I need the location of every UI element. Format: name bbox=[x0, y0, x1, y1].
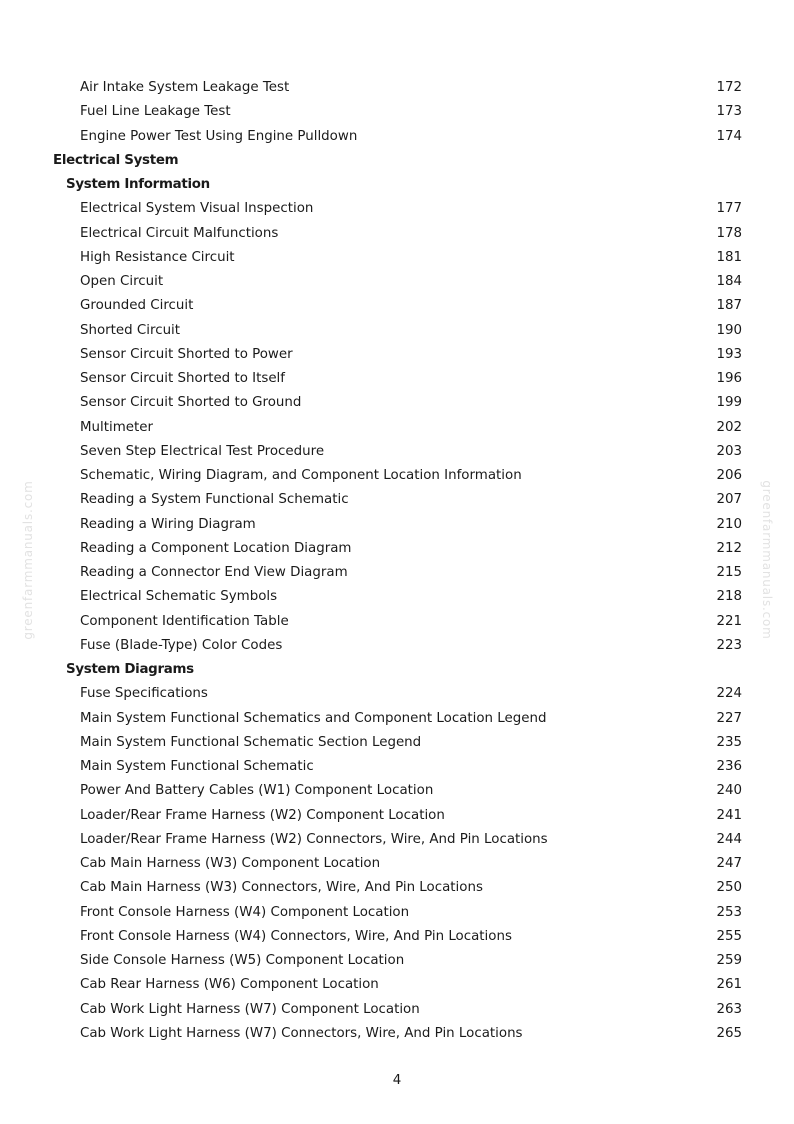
toc-entry-page: 250 bbox=[716, 880, 742, 896]
toc-entry-title: Cab Rear Harness (W6) Component Location bbox=[80, 977, 379, 993]
toc-section-heading bbox=[0, 173, 794, 197]
toc-entry-title: Cab Main Harness (W3) Connectors, Wire, And Pin Locations bbox=[80, 880, 483, 896]
toc-entry-title: Reading a Wiring Diagram bbox=[80, 516, 256, 532]
toc-entry-page: 265 bbox=[716, 1025, 742, 1041]
toc-entry-title: Cab Work Light Harness (W7) Connectors, Wire, And Pin Locations bbox=[80, 1025, 523, 1041]
toc-entry-page: 210 bbox=[716, 516, 742, 532]
toc-entry-title: Fuse (Blade-Type) Color Codes bbox=[80, 637, 283, 653]
toc-entry[interactable] bbox=[0, 537, 794, 561]
toc-entry-title: Electrical Circuit Malfunctions bbox=[80, 225, 279, 241]
toc-entry-title: Grounded Circuit bbox=[80, 298, 194, 314]
toc-entry-page: 247 bbox=[716, 856, 742, 871]
toc-entry[interactable] bbox=[0, 634, 794, 658]
toc-entry-title: System Information bbox=[66, 177, 210, 192]
toc-entry-title: Reading a Component Location Diagram bbox=[80, 540, 352, 556]
toc-entry-page: 196 bbox=[716, 371, 742, 386]
watermark-left: greenfarmmanuals.com bbox=[21, 480, 35, 640]
toc-entry[interactable] bbox=[0, 707, 794, 731]
toc-entry[interactable] bbox=[0, 246, 794, 270]
toc-entry[interactable] bbox=[0, 998, 794, 1022]
toc-entry[interactable] bbox=[0, 876, 794, 900]
toc-entry-page: 212 bbox=[716, 540, 742, 556]
toc-entry[interactable] bbox=[0, 270, 794, 294]
toc-entry[interactable] bbox=[0, 100, 794, 124]
toc-entry-page: 223 bbox=[716, 637, 742, 653]
toc-entry-page: 255 bbox=[716, 928, 742, 944]
toc-entry-title: Fuse Specifications bbox=[80, 686, 208, 702]
toc-entry-page: 221 bbox=[716, 613, 742, 629]
toc-entry-title: Reading a Connector End View Diagram bbox=[80, 565, 348, 580]
toc-entry[interactable] bbox=[0, 682, 794, 706]
toc-entry[interactable] bbox=[0, 513, 794, 537]
toc-entry-title: Schematic, Wiring Diagram, and Component Location Information bbox=[80, 468, 522, 483]
toc-entry[interactable] bbox=[0, 779, 794, 803]
toc-entry-title: Side Console Harness (W5) Component Location bbox=[80, 953, 405, 968]
toc-entry[interactable] bbox=[0, 585, 794, 609]
toc-entry[interactable] bbox=[0, 367, 794, 391]
toc-entry-title: Fuel Line Leakage Test bbox=[80, 104, 231, 120]
toc-entry-title: Reading a System Functional Schematic bbox=[80, 492, 349, 508]
toc-entry[interactable] bbox=[0, 416, 794, 440]
toc-entry-title: Main System Functional Schematics and Component Location Legend bbox=[80, 710, 547, 726]
toc-entry-title: Electrical System bbox=[53, 152, 179, 168]
toc-entry[interactable] bbox=[0, 973, 794, 997]
toc-entry-page: 261 bbox=[716, 977, 742, 993]
toc-entry-page: 202 bbox=[716, 419, 742, 435]
toc-entry-title: Loader/Rear Frame Harness (W2) Connectors, Wire, And Pin Locations bbox=[80, 831, 548, 847]
toc-entry[interactable] bbox=[0, 488, 794, 512]
toc-entry[interactable] bbox=[0, 949, 794, 973]
toc-entry-page: 193 bbox=[716, 346, 742, 362]
toc-entry-page: 203 bbox=[716, 443, 742, 459]
toc-entry-title: Multimeter bbox=[80, 419, 154, 435]
toc-entry-title: Electrical System Visual Inspection bbox=[80, 201, 314, 217]
toc-entry-page: 241 bbox=[716, 807, 742, 823]
toc-entry-page: 224 bbox=[716, 686, 742, 702]
toc-entry-title: Engine Power Test Using Engine Pulldown bbox=[80, 128, 358, 144]
toc-entry-page: 178 bbox=[716, 225, 742, 241]
toc-entry[interactable] bbox=[0, 440, 794, 464]
toc-entry-page: 181 bbox=[716, 249, 742, 265]
toc-entry-page: 173 bbox=[716, 104, 742, 120]
toc-section-heading bbox=[0, 658, 794, 682]
toc-entry-title: Electrical Schematic Symbols bbox=[80, 589, 278, 605]
toc-entry[interactable] bbox=[0, 561, 794, 585]
toc-entry-title: Loader/Rear Frame Harness (W2) Component Location bbox=[80, 807, 445, 823]
page-number: 4 bbox=[392, 1073, 402, 1088]
toc-entry-title: Cab Main Harness (W3) Component Location bbox=[80, 856, 381, 871]
toc-entry[interactable] bbox=[0, 197, 794, 221]
toc-entry-title: Front Console Harness (W4) Connectors, Wire, And Pin Locations bbox=[80, 928, 512, 944]
toc-entry-page: 172 bbox=[716, 80, 742, 95]
toc-entry-page: 206 bbox=[716, 468, 742, 483]
toc-entry[interactable] bbox=[0, 755, 794, 779]
toc-entry[interactable] bbox=[0, 464, 794, 488]
toc-entry[interactable] bbox=[0, 319, 794, 343]
toc-entry[interactable] bbox=[0, 804, 794, 828]
toc-entry-page: 199 bbox=[716, 395, 742, 411]
toc-entry-page: 259 bbox=[716, 953, 742, 968]
toc-entry-page: 207 bbox=[716, 492, 742, 508]
toc-entry[interactable] bbox=[0, 852, 794, 876]
toc-entry[interactable] bbox=[0, 828, 794, 852]
toc-entry-page: 263 bbox=[716, 1001, 742, 1017]
toc-entry-page: 190 bbox=[716, 322, 742, 338]
toc-entry[interactable] bbox=[0, 610, 794, 634]
toc-entry[interactable] bbox=[0, 343, 794, 367]
toc-entry[interactable] bbox=[0, 1022, 794, 1046]
toc-entry[interactable] bbox=[0, 222, 794, 246]
toc-entry-title: Front Console Harness (W4) Component Location bbox=[80, 904, 410, 920]
toc-entry-title: Power And Battery Cables (W1) Component Location bbox=[80, 783, 434, 799]
toc-entry-page: 177 bbox=[716, 201, 742, 217]
watermark-right: greenfarmmanuals.com bbox=[760, 480, 774, 640]
toc-entry-title: Cab Work Light Harness (W7) Component Location bbox=[80, 1001, 420, 1017]
toc-entry-title: Open Circuit bbox=[80, 274, 164, 289]
toc-entry-title: System Diagrams bbox=[66, 662, 194, 677]
toc-section-heading bbox=[0, 149, 794, 173]
toc-entry[interactable] bbox=[0, 294, 794, 318]
toc-entry-title: Sensor Circuit Shorted to Ground bbox=[80, 395, 302, 411]
toc-entry[interactable] bbox=[0, 125, 794, 149]
toc-entry-page: 215 bbox=[716, 565, 742, 580]
table-of-contents bbox=[0, 76, 794, 1046]
toc-entry-title: Seven Step Electrical Test Procedure bbox=[80, 443, 325, 459]
toc-entry-title: Sensor Circuit Shorted to Itself bbox=[80, 371, 285, 386]
toc-entry[interactable] bbox=[0, 901, 794, 925]
toc-entry-page: 244 bbox=[716, 831, 742, 847]
toc-entry[interactable] bbox=[0, 731, 794, 755]
toc-entry-title: Air Intake System Leakage Test bbox=[80, 80, 290, 95]
toc-entry-page: 236 bbox=[716, 759, 742, 774]
toc-entry-page: 174 bbox=[716, 128, 742, 144]
toc-entry-title: Shorted Circuit bbox=[80, 322, 181, 338]
toc-entry[interactable] bbox=[0, 391, 794, 415]
toc-entry-title: Main System Functional Schematic bbox=[80, 759, 314, 774]
toc-entry-page: 227 bbox=[716, 710, 742, 726]
toc-entry[interactable] bbox=[0, 925, 794, 949]
toc-entry-page: 184 bbox=[716, 274, 742, 289]
toc-entry-title: Component Identification Table bbox=[80, 613, 289, 629]
toc-entry-page: 218 bbox=[716, 589, 742, 605]
toc-entry-page: 253 bbox=[716, 904, 742, 920]
toc-entry-title: High Resistance Circuit bbox=[80, 249, 235, 265]
toc-entry-page: 187 bbox=[716, 298, 742, 314]
toc-entry[interactable] bbox=[0, 76, 794, 100]
toc-entry-title: Sensor Circuit Shorted to Power bbox=[80, 346, 293, 362]
toc-entry-title: Main System Functional Schematic Section Legend bbox=[80, 734, 422, 750]
toc-entry-page: 240 bbox=[716, 783, 742, 799]
toc-entry-page: 235 bbox=[716, 734, 742, 750]
